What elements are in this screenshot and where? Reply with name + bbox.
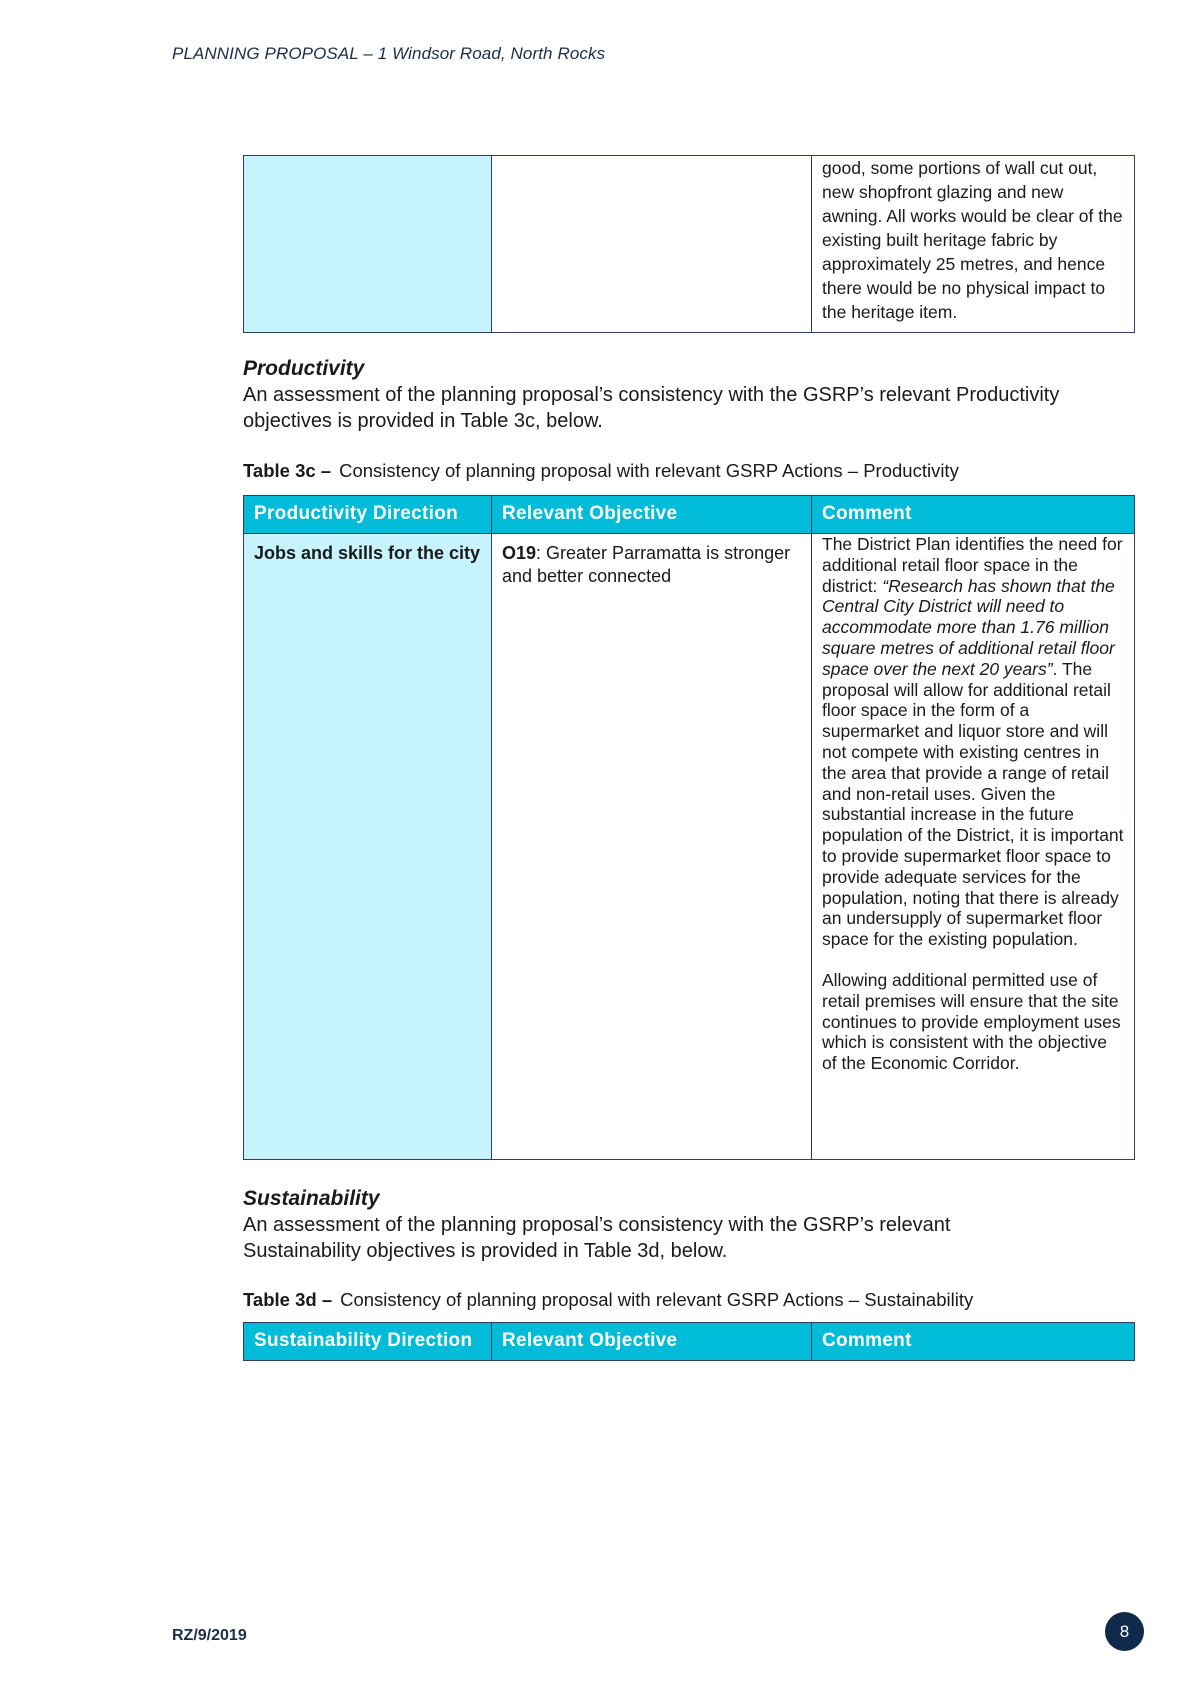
column-header-comment: Comment [812,1323,1135,1361]
table-header-row [244,1323,1135,1361]
continued-table [243,155,1135,333]
page-number-badge: 8 [1105,1612,1144,1651]
caption-label: Table 3c – [243,460,332,481]
caption-label: Table 3d – [243,1289,333,1310]
comment-quote: “Research has shown that the Central City District will need to accommodate more than 1.76 million square metres of additional retail floor space over the next 20 years” [822,575,1115,679]
table-3c-caption [243,460,959,482]
productivity-body: An assessment of the planning proposal’s consistency with the GSRP’s relevant Productivity objectives is provided in Table 3c, below. [243,384,1060,432]
comment-paragraph-2: Allowing additional permitted use of retail premises will ensure that the site continues to provide employment uses which is consistent with the objective of the Economic Corridor. [822,969,1121,1074]
sustainability-table [243,1322,1135,1361]
document-reference: RZ/9/2019 [172,1627,247,1644]
direction-text: Jobs and skills for the city [254,543,481,563]
comment-paragraph-1 [822,534,1124,950]
table-row [244,534,1135,1160]
table-row [244,156,1135,333]
sustainability-body: An assessment of the planning proposal’s consistency with the GSRP’s relevant Sustainability objectives is provided in Table 3d, below. [243,1214,951,1262]
comment-cell [812,534,1135,1160]
table-cell-objective [492,156,812,333]
column-header-objective: Relevant Objective [492,496,812,534]
page-header-title: PLANNING PROPOSAL – 1 Windsor Road, North Rocks [172,44,606,63]
caption-text: Consistency of planning proposal with relevant GSRP Actions – Sustainability [340,1289,974,1310]
sustainability-heading: Sustainability [243,1187,380,1210]
productivity-heading: Productivity [243,357,365,380]
objective-code: O19 [502,543,537,563]
comment-rest: . The proposal will allow for additional retail floor space in the form of a supermarket and liquor store and will not compete with existing centres in the area that provide a range of retail and non-retail uses. Given the substantial increase in the future population of the District, it is important to provide supermarket floor space to provide adequate services for the population, noting that there is already an undersupply of supermarket floor space for the existing population. [822,658,1124,950]
table-header-row [244,496,1135,534]
caption-text: Consistency of planning proposal with relevant GSRP Actions – Productivity [339,460,959,481]
objective-cell [492,534,812,1160]
comment-text: good, some portions of wall cut out, new shopfront glazing and new awning. All works would be clear of the existing built heritage fabric by approximately 25 metres, and hence there would be no physical impact to the heritage item. [822,158,1123,322]
column-header-direction: Productivity Direction [244,496,492,534]
table-3d-caption [243,1289,973,1311]
column-header-objective: Relevant Objective [492,1323,812,1361]
direction-cell [244,534,492,1160]
comment-intro: The District Plan identifies the need for additional retail floor space in the district: [822,534,1123,596]
objective-text: : Greater Parramatta is stronger and better connected [502,543,791,586]
table-cell-direction [244,156,492,333]
table-cell-comment [812,156,1135,333]
column-header-direction: Sustainability Direction [244,1323,492,1361]
column-header-comment: Comment [812,496,1135,534]
productivity-table [243,495,1135,1160]
